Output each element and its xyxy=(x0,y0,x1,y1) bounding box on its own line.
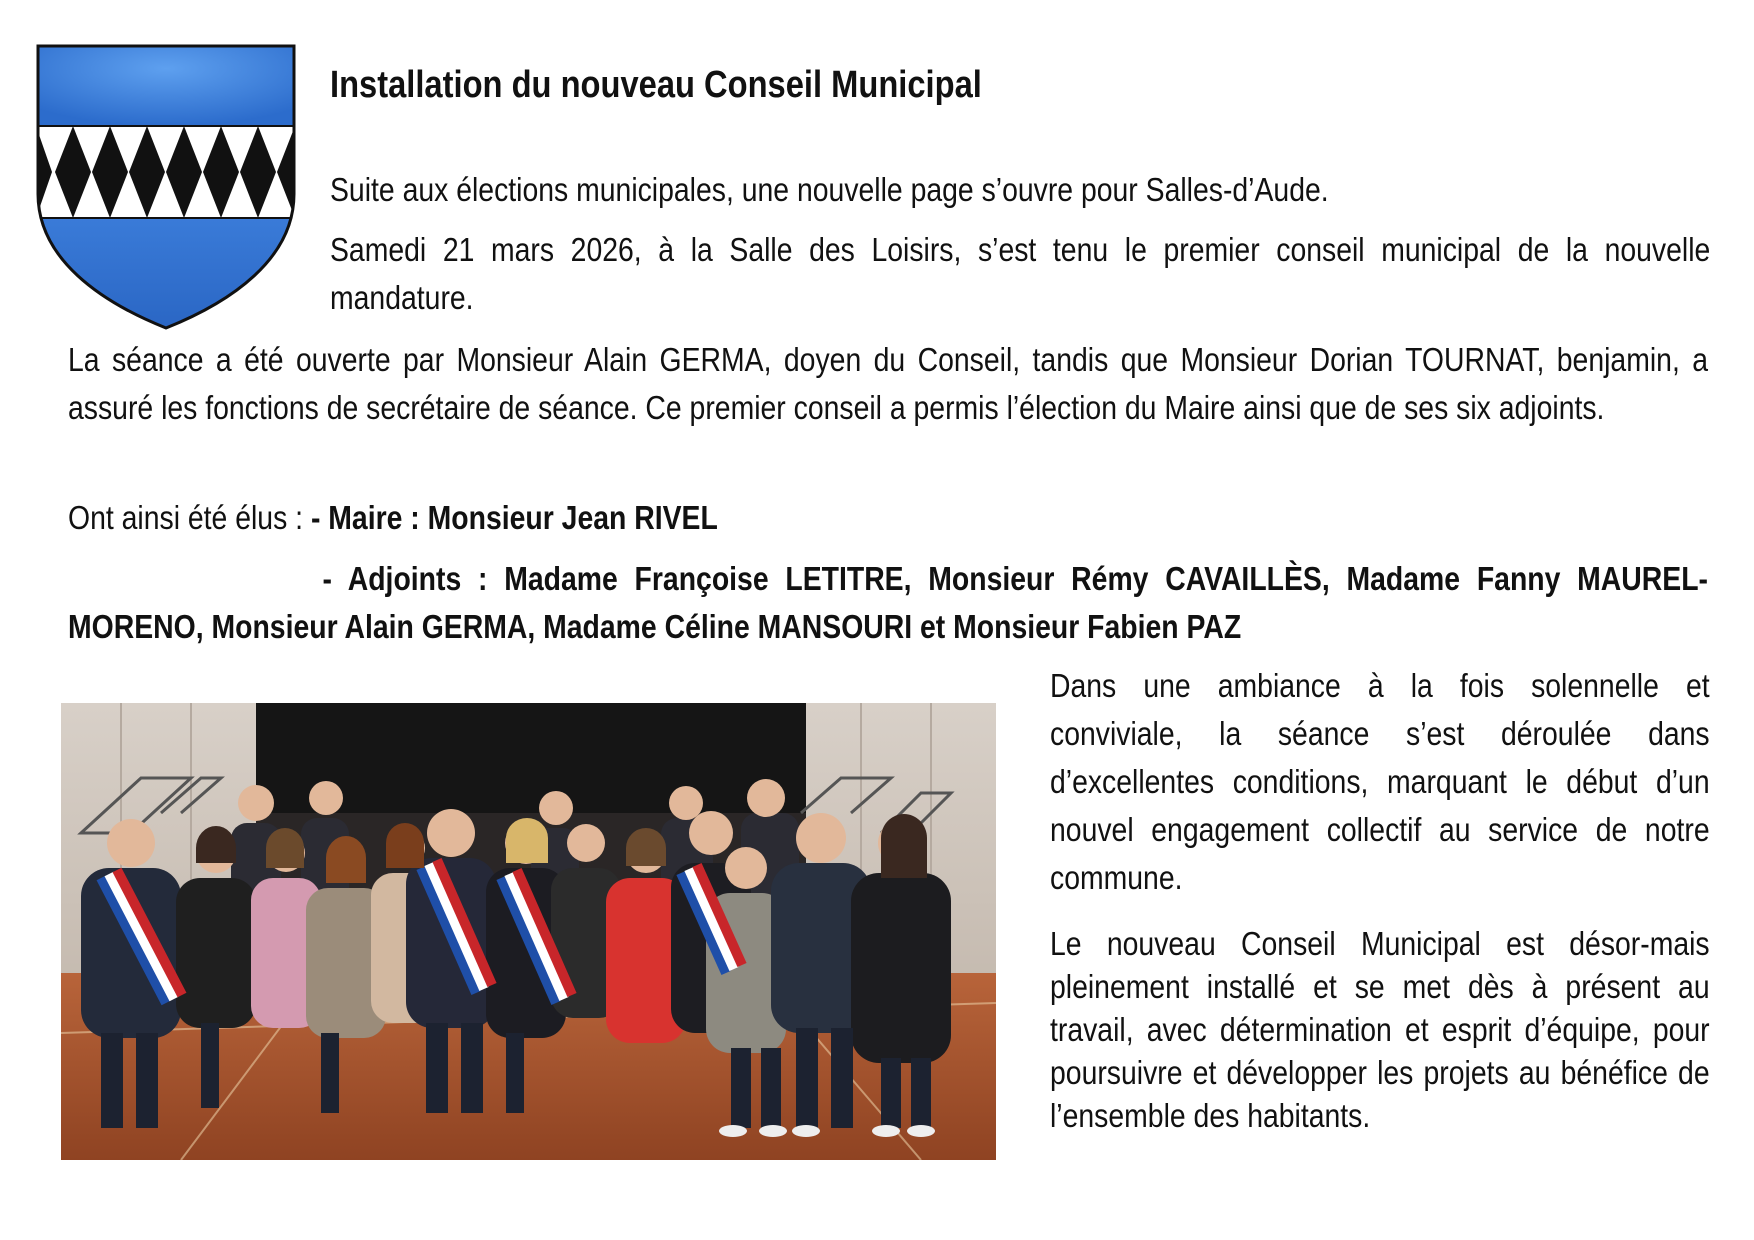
page-title: Installation du nouveau Conseil Municipal xyxy=(330,64,982,106)
elus-line xyxy=(68,494,718,542)
conclusion-text: Le nouveau Conseil Municipal est désor-mais pleinement installé et se met dès à présent au travail, avec détermination et esprit d’équipe, pour poursuivre et développer les projets au bénéfice de l’ensemble des habitants. xyxy=(1050,925,1710,1134)
conclusion-paragraph xyxy=(1050,922,1710,1137)
maire-line: - Maire : Monsieur Jean RIVEL xyxy=(310,499,718,536)
elus-label: Ont ainsi été élus : xyxy=(68,499,304,536)
session-text: Samedi 21 mars 2026, à la Salle des Loisirs, s’est tenu le premier conseil municipal de la nouvelle mandature. xyxy=(330,231,1711,316)
adjoints-text: - Adjoints : Madame Françoise LETITRE, Monsieur Rémy CAVAILLÈS, Madame Fanny MAUREL-MORENO, Monsieur Alain GERMA, Madame Céline MANSOURI et Monsieur Fabien PAZ xyxy=(68,560,1709,645)
intro-paragraph: Suite aux élections municipales, une nouvelle page s’ouvre pour Salles-d’Aude. xyxy=(330,171,1329,208)
opening-paragraph xyxy=(68,336,1708,432)
ambiance-paragraph xyxy=(1050,662,1710,902)
opening-text: La séance a été ouverte par Monsieur Alain GERMA, doyen du Conseil, tandis que Monsieur Dorian TOURNAT, benjamin, a assuré les fonctions de secrétaire de séance. Ce premier conseil a permis l’élection du Maire ainsi que de ses six adjoints. xyxy=(68,341,1709,426)
session-paragraph xyxy=(330,226,1710,322)
ambiance-text: Dans une ambiance à la fois solennelle et conviviale, la séance s’est déroulée dans d’excellentes conditions, marquant le début d’un nouvel engagement collectif au service de notre commune. xyxy=(1050,667,1710,896)
adjoints-paragraph xyxy=(68,555,1708,651)
group-photo-icon xyxy=(61,703,996,1160)
coat-of-arms-icon xyxy=(36,44,296,330)
